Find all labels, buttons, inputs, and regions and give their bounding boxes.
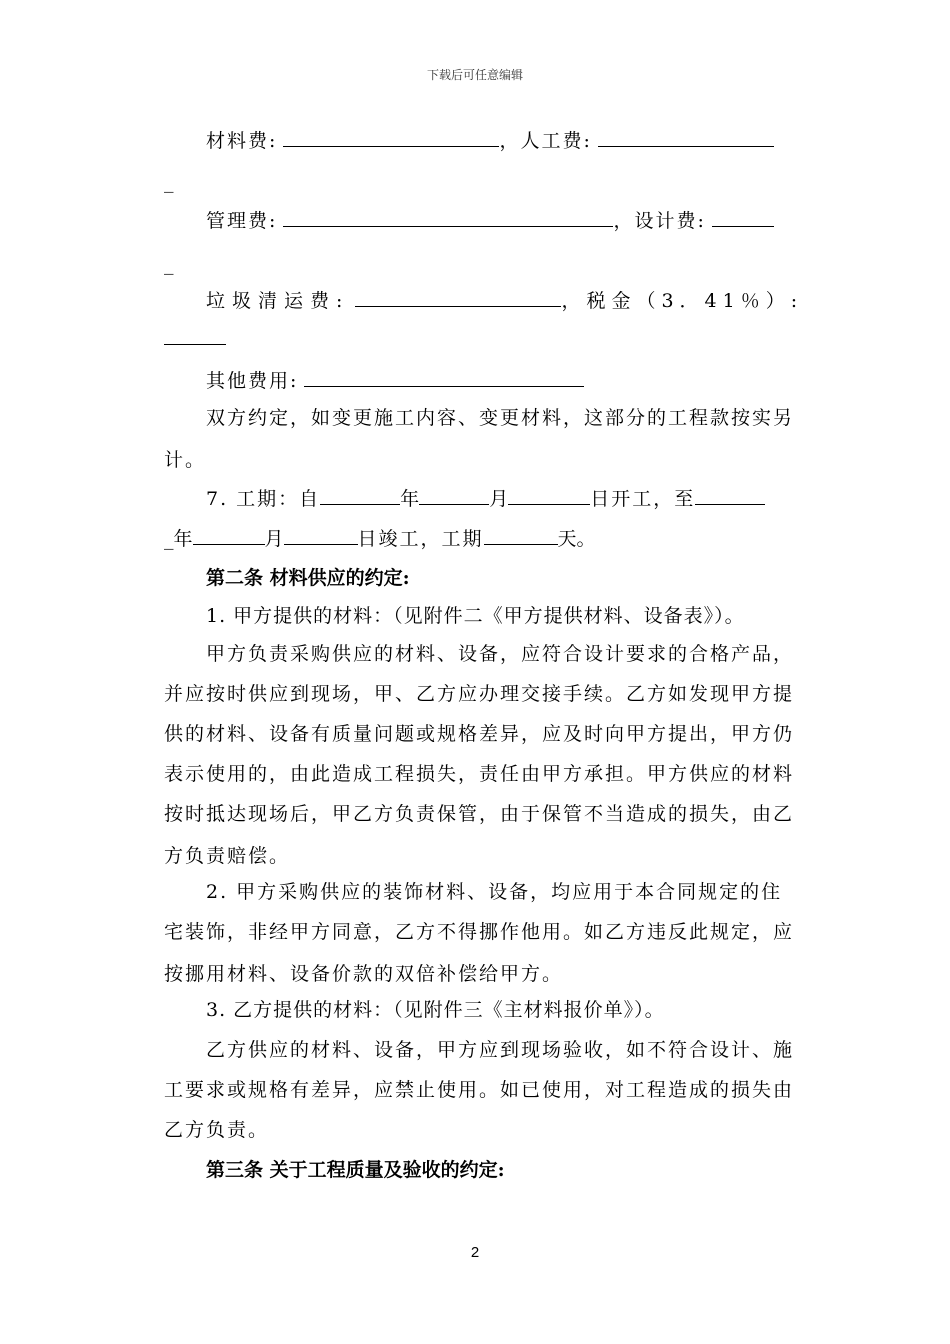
material-fee-label: 材料费: <box>206 130 278 152</box>
period-label: 7. 工期：自 <box>206 488 321 510</box>
end-year-label: _年 <box>164 528 193 550</box>
garbage-fee-line <box>206 288 803 313</box>
para3-line1: 乙方供应的材料、设备，甲方应到现场验收，如不符合设计、施 <box>206 1039 795 1061</box>
start-month-blank[interactable] <box>419 486 489 505</box>
item-3: 3. 乙方提供的材料：（见附件三《主材料报价单》）。 <box>206 999 665 1021</box>
start-label: 日开工，至 <box>590 488 696 510</box>
underscore-1: _ <box>164 171 174 193</box>
other-fee-label: 其他费用: <box>206 370 299 392</box>
para1-line3: 供的材料、设备有质量问题或规格差异，应及时向甲方提出，甲方仍 <box>164 723 795 745</box>
para1-line4: 表示使用的，由此造成工程损失，责任由甲方承担。甲方供应的材料 <box>164 763 795 785</box>
garbage-fee-blank[interactable] <box>355 288 561 307</box>
tax-label: ，税金（3．41％）: <box>561 290 804 312</box>
item2-line2: 宅装饰，非经甲方同意，乙方不得挪作他用。如乙方违反此规定，应 <box>164 921 795 943</box>
end-month-blank[interactable] <box>193 526 265 545</box>
para3-line3: 乙方负责。 <box>164 1119 270 1141</box>
para1-line1: 甲方负责采购供应的材料、设备，应符合设计要求的合格产品， <box>206 643 795 665</box>
item-1: 1. 甲方提供的材料：（见附件二《甲方提供材料、设备表》）。 <box>206 605 745 627</box>
underscore-2: _ <box>164 253 174 275</box>
start-day-blank[interactable] <box>508 486 590 505</box>
item2-line3: 按挪用材料、设备价款的双倍补偿给甲方。 <box>164 963 564 985</box>
start-year-blank[interactable] <box>320 486 400 505</box>
other-fee-line <box>206 368 584 393</box>
para1-line2: 并应按时供应到现场，甲、乙方应办理交接手续。乙方如发现甲方提 <box>164 683 795 705</box>
labor-fee-label: ，人工费: <box>499 130 592 152</box>
change-para-line2: 计。 <box>164 449 207 471</box>
management-fee-label: 管理费: <box>206 210 278 232</box>
management-fee-blank[interactable] <box>283 208 613 227</box>
tax-blank[interactable] <box>164 326 226 345</box>
management-fee-line <box>206 208 774 233</box>
period-line1 <box>206 486 765 511</box>
design-fee-label: ，设计费: <box>613 210 706 232</box>
item2-line1: 2. 甲方采购供应的装饰材料、设备，均应用于本合同规定的住 <box>206 881 783 903</box>
duration-blank[interactable] <box>484 526 558 545</box>
tax-line <box>164 326 226 351</box>
page-number: 2 <box>470 1244 480 1261</box>
page-header: 下载后可任意编辑 <box>426 68 523 82</box>
para1-line5: 按时抵达现场后，甲乙方负责保管，由于保管不当造成的损失，由乙 <box>164 803 795 825</box>
material-fee-blank[interactable] <box>283 128 499 147</box>
para3-line2: 工要求或规格有差异，应禁止使用。如已使用，对工程造成的损失由 <box>164 1079 795 1101</box>
garbage-fee-label: 垃圾清运费: <box>206 290 350 312</box>
end-month-label: 月 <box>264 528 284 550</box>
labor-fee-blank[interactable] <box>598 128 774 147</box>
design-fee-blank[interactable] <box>712 208 774 227</box>
end-day-label: 日竣工，工期 <box>357 528 484 550</box>
days-label: 天。 <box>557 528 596 550</box>
end-year-blank[interactable] <box>695 486 765 505</box>
month-label: 月 <box>489 488 509 510</box>
year-label: 年 <box>400 488 420 510</box>
article-3-heading: 第三条 关于工程质量及验收的约定: <box>206 1159 505 1181</box>
article-2-heading: 第二条 材料供应的约定: <box>206 567 410 589</box>
para1-line6: 方负责赔偿。 <box>164 845 291 867</box>
period-line2 <box>164 526 596 551</box>
other-fee-blank[interactable] <box>304 368 584 387</box>
end-day-blank[interactable] <box>284 526 358 545</box>
change-para-line1: 双方约定，如变更施工内容、变更材料，这部分的工程款按实另 <box>206 407 795 429</box>
material-fee-line <box>206 128 774 153</box>
